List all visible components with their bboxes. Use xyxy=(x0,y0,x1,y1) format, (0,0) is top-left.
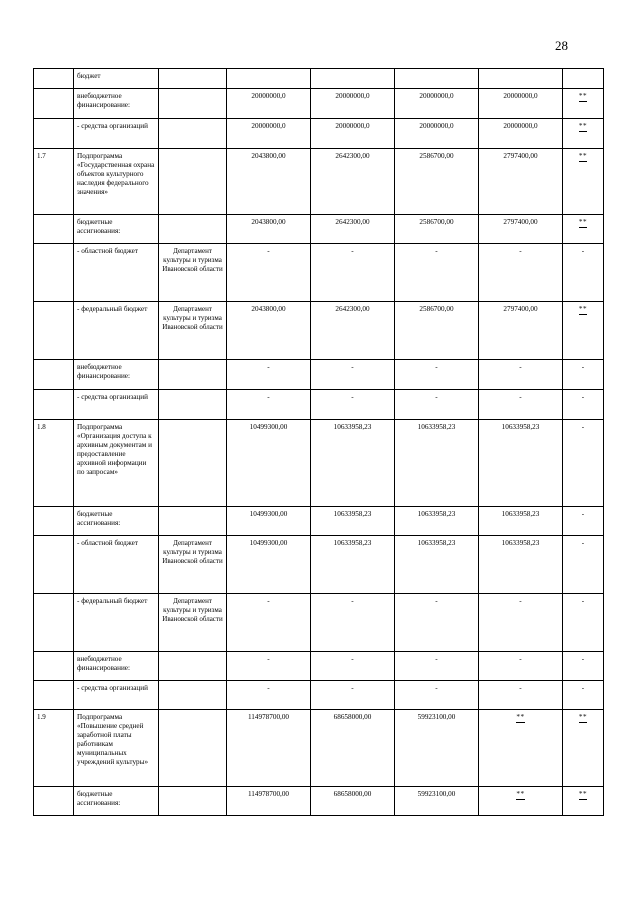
footnote-mark: ** xyxy=(578,218,588,226)
year-value-cell xyxy=(563,787,604,816)
table-row xyxy=(34,89,604,119)
year-value-cell: 10633958,23 xyxy=(395,507,479,536)
row-number-cell xyxy=(34,787,74,816)
table-row xyxy=(34,302,604,360)
year-value-cell: 68658000,00 xyxy=(311,787,395,816)
year-value-cell: - xyxy=(563,390,604,420)
year-value-cell: 20000000,0 xyxy=(311,89,395,119)
executor-cell xyxy=(159,710,227,787)
row-number-cell xyxy=(34,89,74,119)
footnote-mark: ** xyxy=(578,92,588,100)
row-number-cell xyxy=(34,69,74,89)
row-number-cell xyxy=(34,594,74,652)
year-value-cell: - xyxy=(395,360,479,390)
year-value-cell: 2586700,00 xyxy=(395,149,479,215)
year-value-cell xyxy=(479,69,563,89)
row-number-cell: 1.9 xyxy=(34,710,74,787)
executor-cell xyxy=(159,681,227,710)
executor-cell xyxy=(159,420,227,507)
year-value-cell xyxy=(563,710,604,787)
year-value-cell: 10633958,23 xyxy=(311,507,395,536)
table-row xyxy=(34,652,604,681)
year-value-cell: - xyxy=(311,244,395,302)
year-value-cell: - xyxy=(227,681,311,710)
year-value-cell: 59923100,00 xyxy=(395,710,479,787)
year-value-cell: 68658000,00 xyxy=(311,710,395,787)
executor-cell xyxy=(159,652,227,681)
executor-cell: Департамент культуры и туризма Ивановской области xyxy=(159,536,227,594)
year-value-cell: 114978700,00 xyxy=(227,787,311,816)
table-row xyxy=(34,149,604,215)
year-value-cell: - xyxy=(311,652,395,681)
year-value-cell: 59923100,00 xyxy=(395,787,479,816)
row-number-cell xyxy=(34,507,74,536)
table-row xyxy=(34,594,604,652)
year-value-cell: 20000000,0 xyxy=(311,119,395,149)
year-value-cell: 2043800,00 xyxy=(227,302,311,360)
footnote-mark: ** xyxy=(516,713,525,721)
year-value-cell: - xyxy=(479,681,563,710)
year-value-cell: 2043800,00 xyxy=(227,215,311,244)
year-value-cell: - xyxy=(563,244,604,302)
year-value-cell xyxy=(311,69,395,89)
table-row xyxy=(34,681,604,710)
year-value-cell: 10633958,23 xyxy=(479,536,563,594)
year-value-cell: - xyxy=(227,360,311,390)
year-value-cell: - xyxy=(395,390,479,420)
year-value-cell: - xyxy=(227,594,311,652)
table-row xyxy=(34,390,604,420)
row-number-cell xyxy=(34,215,74,244)
year-value-cell xyxy=(479,710,563,787)
table-row xyxy=(34,360,604,390)
year-value-cell xyxy=(563,119,604,149)
table-row xyxy=(34,536,604,594)
source-name-cell: - федеральный бюджет xyxy=(74,594,159,652)
source-name-cell: Подпрограмма «Повышение средней заработной платы работникам муниципальных учреждений культуры» xyxy=(74,710,159,787)
table-row xyxy=(34,215,604,244)
source-name-cell: бюджетные ассигнования: xyxy=(74,787,159,816)
row-number-cell xyxy=(34,244,74,302)
year-value-cell: 2642300,00 xyxy=(311,149,395,215)
row-number-cell xyxy=(34,360,74,390)
year-value-cell: - xyxy=(395,652,479,681)
page-number: 28 xyxy=(555,38,568,53)
year-value-cell: - xyxy=(395,681,479,710)
executor-cell xyxy=(159,119,227,149)
year-value-cell: 10633958,23 xyxy=(311,536,395,594)
table-row xyxy=(34,507,604,536)
year-value-cell: - xyxy=(563,594,604,652)
source-name-cell: - федеральный бюджет xyxy=(74,302,159,360)
year-value-cell: 114978700,00 xyxy=(227,710,311,787)
year-value-cell: - xyxy=(563,420,604,507)
row-number-cell xyxy=(34,302,74,360)
year-value-cell: 2797400,00 xyxy=(479,149,563,215)
year-value-cell xyxy=(563,69,604,89)
footnote-mark: ** xyxy=(578,790,588,798)
year-value-cell: 20000000,0 xyxy=(227,119,311,149)
source-name-cell: бюджет xyxy=(74,69,159,89)
year-value-cell xyxy=(395,69,479,89)
year-value-cell: 2642300,00 xyxy=(311,302,395,360)
year-value-cell: 10633958,23 xyxy=(479,420,563,507)
year-value-cell xyxy=(563,302,604,360)
year-value-cell: 10633958,23 xyxy=(395,420,479,507)
footnote-mark: ** xyxy=(578,152,588,160)
executor-cell xyxy=(159,149,227,215)
footnote-mark: ** xyxy=(516,790,525,798)
footnote-mark: ** xyxy=(578,713,588,721)
row-number-cell xyxy=(34,390,74,420)
budget-table xyxy=(33,68,604,816)
executor-cell xyxy=(159,69,227,89)
year-value-cell: 10633958,23 xyxy=(479,507,563,536)
footnote-mark: ** xyxy=(578,305,588,313)
table-row xyxy=(34,787,604,816)
row-number-cell xyxy=(34,652,74,681)
year-value-cell: - xyxy=(227,244,311,302)
year-value-cell xyxy=(563,149,604,215)
year-value-cell: 2797400,00 xyxy=(479,215,563,244)
year-value-cell xyxy=(227,69,311,89)
budget-table-body xyxy=(34,69,604,816)
year-value-cell: 2642300,00 xyxy=(311,215,395,244)
source-name-cell: - областной бюджет xyxy=(74,536,159,594)
year-value-cell: - xyxy=(479,594,563,652)
executor-cell: Департамент культуры и туризма Ивановской области xyxy=(159,244,227,302)
footnote-mark: ** xyxy=(578,122,588,130)
year-value-cell: 2797400,00 xyxy=(479,302,563,360)
source-name-cell: - средства организаций xyxy=(74,681,159,710)
year-value-cell: - xyxy=(563,652,604,681)
year-value-cell: - xyxy=(311,681,395,710)
executor-cell: Департамент культуры и туризма Ивановской области xyxy=(159,302,227,360)
year-value-cell: 20000000,0 xyxy=(479,89,563,119)
year-value-cell: - xyxy=(311,390,395,420)
year-value-cell: 2043800,00 xyxy=(227,149,311,215)
year-value-cell: 20000000,0 xyxy=(479,119,563,149)
executor-cell xyxy=(159,390,227,420)
year-value-cell: 10633958,23 xyxy=(395,536,479,594)
source-name-cell: Подпрограмма «Государственная охрана объектов культурного наследия федерального значения» xyxy=(74,149,159,215)
year-value-cell xyxy=(479,787,563,816)
executor-cell xyxy=(159,215,227,244)
source-name-cell: бюджетные ассигнования: xyxy=(74,215,159,244)
year-value-cell: 20000000,0 xyxy=(395,89,479,119)
year-value-cell xyxy=(563,215,604,244)
year-value-cell: 20000000,0 xyxy=(395,119,479,149)
year-value-cell: 2586700,00 xyxy=(395,215,479,244)
source-name-cell: внебюджетное финансирование: xyxy=(74,652,159,681)
year-value-cell: - xyxy=(479,244,563,302)
source-name-cell: внебюджетное финансирование: xyxy=(74,360,159,390)
table-row xyxy=(34,710,604,787)
year-value-cell: - xyxy=(227,390,311,420)
row-number-cell: 1.8 xyxy=(34,420,74,507)
year-value-cell: 2586700,00 xyxy=(395,302,479,360)
year-value-cell: - xyxy=(479,652,563,681)
year-value-cell: 20000000,0 xyxy=(227,89,311,119)
year-value-cell: 10499300,00 xyxy=(227,420,311,507)
year-value-cell: - xyxy=(479,390,563,420)
table-row xyxy=(34,244,604,302)
year-value-cell: - xyxy=(563,681,604,710)
year-value-cell: - xyxy=(563,536,604,594)
source-name-cell: внебюджетное финансирование: xyxy=(74,89,159,119)
row-number-cell xyxy=(34,119,74,149)
source-name-cell: - средства организаций xyxy=(74,119,159,149)
executor-cell xyxy=(159,787,227,816)
executor-cell xyxy=(159,360,227,390)
executor-cell xyxy=(159,507,227,536)
year-value-cell xyxy=(563,89,604,119)
source-name-cell: - областной бюджет xyxy=(74,244,159,302)
row-number-cell: 1.7 xyxy=(34,149,74,215)
year-value-cell: - xyxy=(395,244,479,302)
executor-cell xyxy=(159,89,227,119)
year-value-cell: - xyxy=(227,652,311,681)
table-row xyxy=(34,420,604,507)
row-number-cell xyxy=(34,681,74,710)
source-name-cell: - средства организаций xyxy=(74,390,159,420)
year-value-cell: 10633958,23 xyxy=(311,420,395,507)
year-value-cell: - xyxy=(311,594,395,652)
year-value-cell: - xyxy=(563,360,604,390)
executor-cell: Департамент культуры и туризма Ивановской области xyxy=(159,594,227,652)
row-number-cell xyxy=(34,536,74,594)
year-value-cell: - xyxy=(563,507,604,536)
year-value-cell: - xyxy=(479,360,563,390)
year-value-cell: - xyxy=(311,360,395,390)
table-row xyxy=(34,119,604,149)
year-value-cell: 10499300,00 xyxy=(227,536,311,594)
source-name-cell: Подпрограмма «Организация доступа к архивным документам и предоставление архивной информации по запросам» xyxy=(74,420,159,507)
source-name-cell: бюджетные ассигнования: xyxy=(74,507,159,536)
year-value-cell: - xyxy=(395,594,479,652)
year-value-cell: 10499300,00 xyxy=(227,507,311,536)
table-row xyxy=(34,69,604,89)
